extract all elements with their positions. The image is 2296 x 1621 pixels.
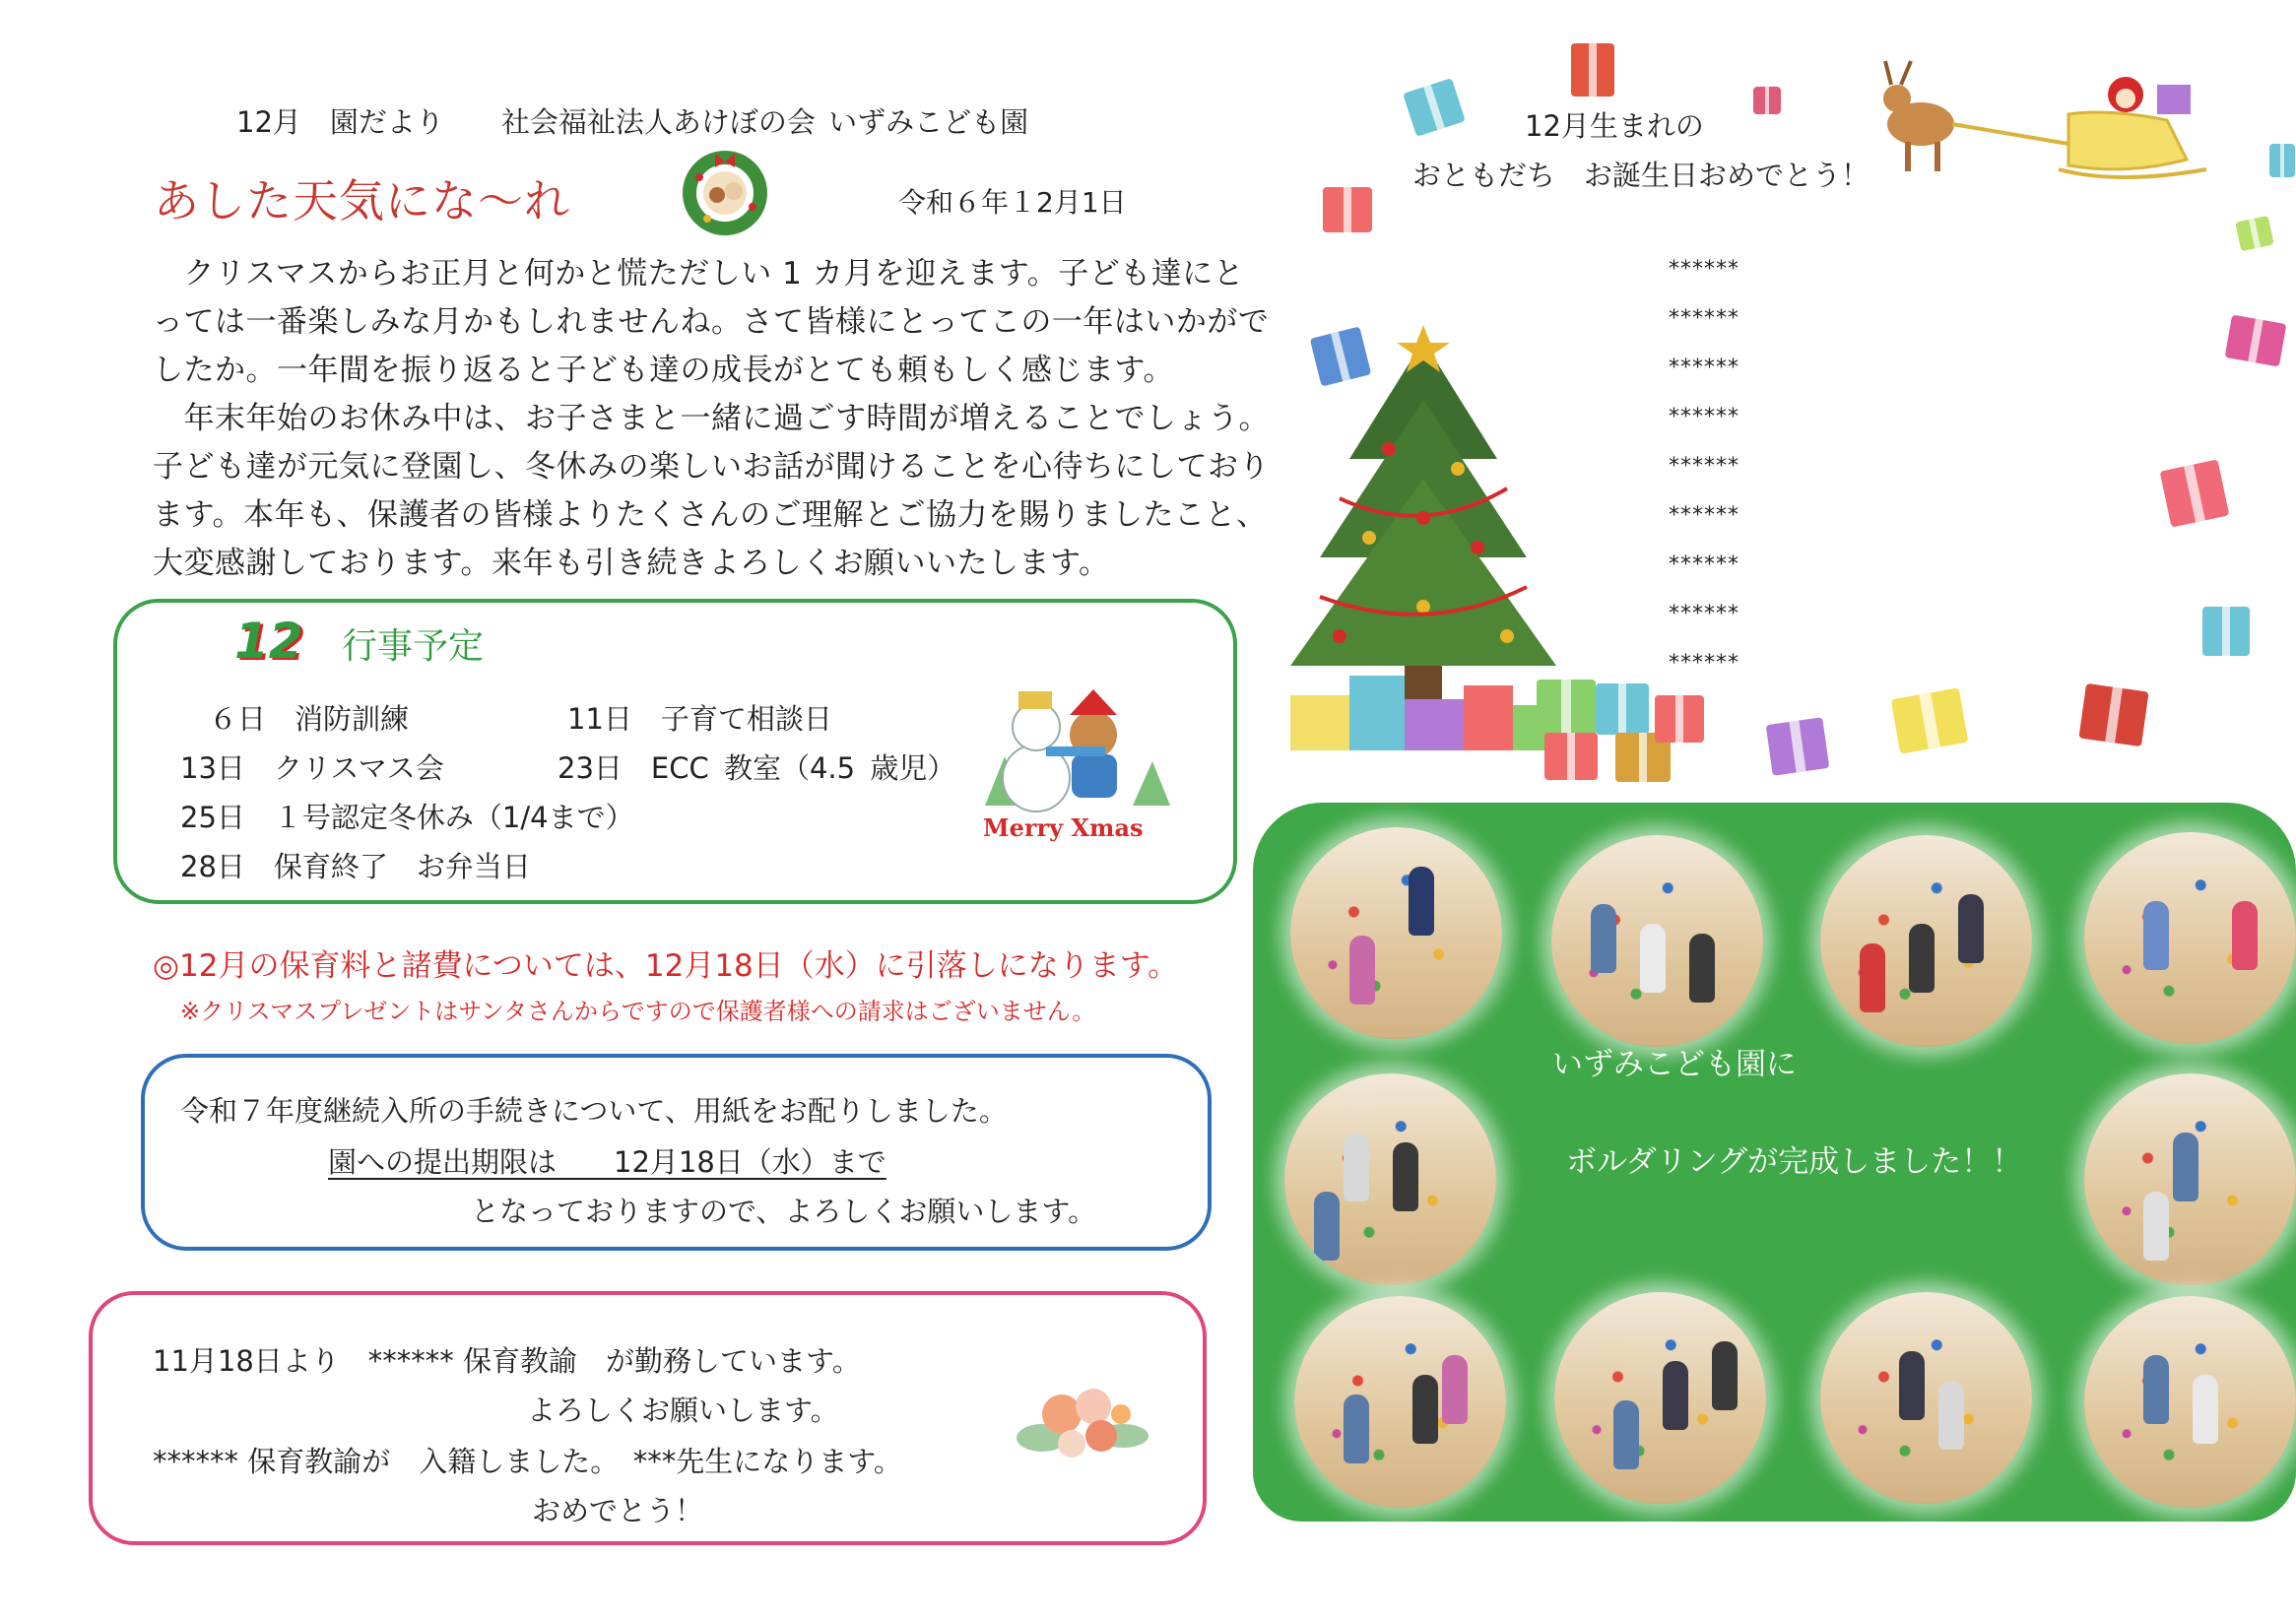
panel-caption: ボルダリングが完成しました！！ — [1566, 1144, 2023, 1180]
event-item: 13日 クリスマス会 — [180, 751, 444, 785]
birthday-name: ****** — [1669, 503, 1739, 528]
event-item: ６日 消防訓練 — [209, 702, 410, 736]
birthday-name: ****** — [1669, 356, 1739, 380]
newsletter-title: あした天気にな～れ — [154, 174, 570, 227]
birthday-name: ****** — [1669, 651, 1739, 676]
wreath-illustration — [678, 148, 772, 236]
fee-notice: ◎12月の保育料と諸費については、12月18日（水）に引落しになります。 — [153, 948, 1179, 984]
gift-icon — [2269, 144, 2295, 177]
bouldering-photo — [1820, 1292, 2032, 1504]
gift-icon — [2225, 314, 2287, 366]
gift-icon — [2078, 683, 2148, 746]
staff-line: ****** 保育教諭が 入籍しました。 ***先生になります。 — [153, 1445, 902, 1478]
events-title: 行事予定 — [342, 626, 485, 667]
gift-icon — [1596, 683, 1649, 735]
intro-line: 子ども達が元気に登園し、冬休みの楽しいお話が聞けることを心待ちにしており — [153, 449, 1270, 485]
gift-icon — [1537, 680, 1596, 737]
bouldering-photo — [1820, 835, 2032, 1047]
event-item: 11日 子育て相談日 — [567, 702, 832, 736]
birthday-name: ****** — [1669, 306, 1739, 331]
bouldering-photo — [2084, 1296, 2296, 1508]
bouldering-photo — [1290, 827, 1502, 1039]
staff-line: おめでとう！ — [532, 1494, 704, 1527]
present-note: ※クリスマスプレゼントはサンタさんからですので保護者様への請求はございません。 — [180, 998, 1096, 1025]
merry-xmas-text: Merry Xmas — [983, 813, 1144, 842]
events-month-number: 12 — [234, 613, 303, 670]
intro-line: クリスマスからお正月と何かと慌ただしい 1 カ月を迎えます。子ども達にと — [153, 256, 1245, 292]
newsletter-header: 12月 園だより 社会福祉法人あけぼの会 いずみこども園 — [236, 105, 1029, 139]
intro-line: 年末年始のお休み中は、お子さまと一緒に過ごす時間が増えることでしょう。 — [153, 401, 1270, 436]
flower-bouquet-illustration — [1003, 1359, 1160, 1477]
issue-date: 令和６年１2月1日 — [898, 186, 1127, 219]
gift-icon — [1403, 78, 1466, 137]
bouldering-photo — [1554, 1292, 1766, 1504]
birthday-heading: 12月生まれの — [1525, 109, 1704, 143]
gift-icon — [1891, 687, 1969, 753]
panel-caption: いずみこども園に — [1552, 1047, 1797, 1082]
event-item: 28日 保育終了 お弁当日 — [180, 850, 531, 883]
birthday-heading: おともだち お誕生日おめでとう！ — [1412, 159, 1870, 192]
bouldering-photo — [1294, 1296, 1506, 1508]
intro-text — [153, 250, 1270, 588]
intro-line: ます。本年も、保護者の皆様よりたくさんのご理解とご協力を賜りましたこと、 — [153, 497, 1268, 533]
intro-line: したか。一年間を振り返ると子ども達の成長がとても頼もしく感じます。 — [153, 353, 1175, 388]
event-item: 25日 １号認定冬休み（1/4まで） — [180, 801, 634, 834]
intro-line: っては一番楽しみな月かもしれませんね。さて皆様にとってこの一年はいかがで — [153, 304, 1270, 340]
gift-icon — [2235, 216, 2273, 251]
gift-icon — [2160, 459, 2230, 527]
birthday-name: ****** — [1669, 405, 1739, 429]
birthday-name: ****** — [1669, 602, 1739, 626]
procedure-line: となっておりますので、よろしくお願いします。 — [471, 1195, 1097, 1228]
staff-line: よろしくお願いします。 — [527, 1394, 839, 1427]
bouldering-photo — [1284, 1073, 1496, 1285]
gift-icon — [1544, 733, 1598, 780]
gift-icon — [2202, 607, 2250, 656]
bouldering-photo — [2084, 1073, 2296, 1285]
birthday-name: ****** — [1669, 454, 1739, 479]
intro-line: 大変感謝しております。来年も引き続きよろしくお願いいたします。 — [153, 546, 1110, 581]
procedure-line: 令和７年度継続入所の手続きについて、用紙をお配りしました。 — [180, 1094, 1008, 1128]
birthday-name: ****** — [1669, 257, 1739, 282]
deadline-line: 園への提出期限は 12月18日（水）まで — [328, 1145, 886, 1179]
bouldering-photo — [2084, 832, 2296, 1044]
bouldering-photo — [1551, 835, 1763, 1047]
staff-line: 11月18日より ****** 保育教諭 が勤務しています。 — [153, 1344, 861, 1378]
merry-xmas-illustration — [975, 658, 1172, 835]
gift-icon — [1655, 695, 1704, 743]
santa-sleigh-illustration — [1862, 55, 2236, 193]
gift-icon — [1323, 187, 1372, 232]
christmas-tree-illustration — [1280, 321, 1566, 774]
birthday-name: ****** — [1669, 552, 1739, 577]
gift-icon — [1766, 717, 1830, 776]
gift-icon — [1571, 43, 1614, 97]
event-item: 23日 ECC 教室（4.5 歳児） — [558, 751, 956, 785]
gift-icon — [1753, 87, 1781, 114]
